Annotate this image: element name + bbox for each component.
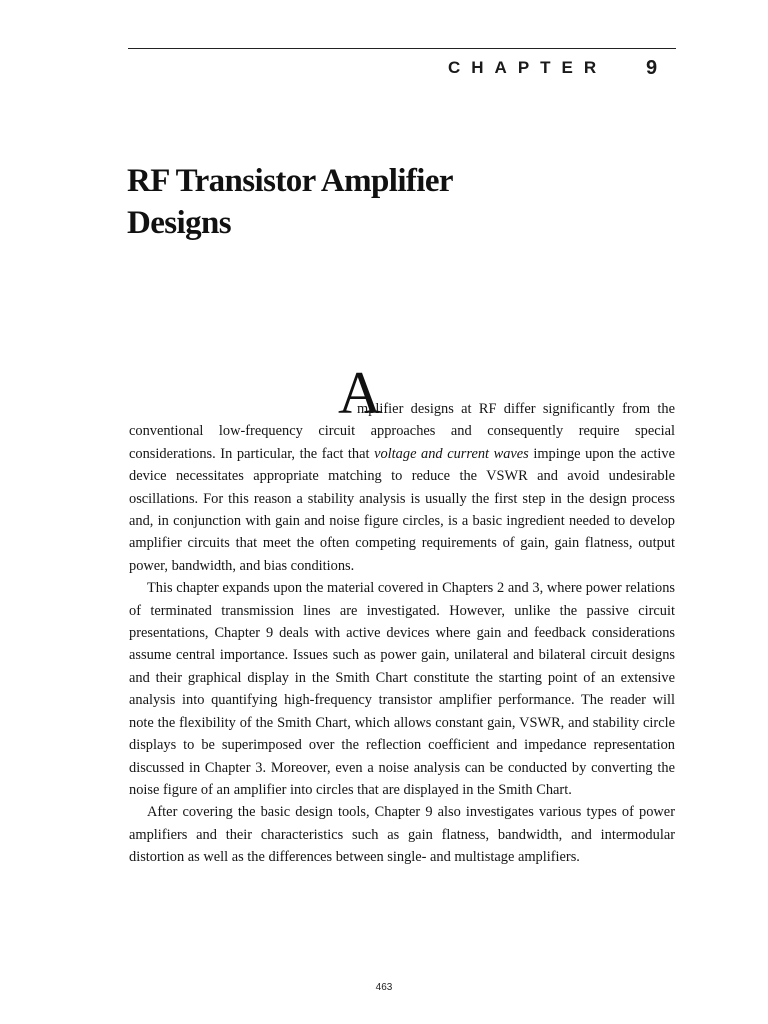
chapter-number: 9	[646, 57, 658, 79]
drop-cap: A	[338, 360, 382, 426]
paragraph-2: This chapter expands upon the material covered in Chapters 2 and 3, where power relations of terminated transmission lines are investigated. However, unlike the passive circuit presentations, Chapter 9 deals with active devices where gain and feedback considerations assume central importance. Issues such as power gain, unilateral and bilateral circuit designs and their graphical display in the Smith Chart constitute the starting point of an extensive analysis into quantifying high-frequency transistor amplifier performance. The reader will note the flexibility of the Smith Chart, which allows constant gain, VSWR, and stability circle displays to be superimposed over the reflection coefficient and impedance representation discussed in Chapter 3. Moreover, even a noise analysis can be conducted by converting the noise figure of an amplifier into circles that are displayed in the Smith Chart.	[129, 580, 675, 798]
paragraph-1-text-a: the conventional low-frequency circuit approaches and consequently require special considerations. In particular, the fact that	[129, 401, 675, 462]
header-rule	[128, 48, 676, 49]
paragraph-1-lead	[129, 360, 657, 426]
page-number: 463	[375, 982, 393, 993]
body-text	[129, 360, 675, 869]
chapter-title-line-2: Designs	[127, 205, 231, 241]
chapter-title-line-1: RF Transistor Amplifier	[127, 163, 453, 199]
paragraph-1-italic: voltage and current waves	[374, 445, 529, 462]
paragraph-1	[129, 360, 675, 577]
chapter-title	[127, 160, 647, 244]
paragraph-3: After covering the basic design tools, Chapter 9 also investigates various types of power amplifiers and their characteristics such as gain flatness, bandwidth, and intermodular distortion as well as the differences between single- and multistage amplifiers.	[129, 804, 675, 866]
chapter-label: CHAPTER	[448, 58, 608, 77]
paragraph-1-lead-text: mplifier designs at RF differ significantly from	[357, 401, 651, 417]
paragraph-1-text-b: impinge upon the active device necessitates appropriate matching to reduce the VSWR and avoid undesirable oscillations. For this reason a stability analysis is usually the first step in the design process and, in conjunction with gain and noise figure circles, is a basic ingredient needed to develop amplifier circuits that meet the often competing requirements of gain, gain flatness, output power, bandwidth, and bias conditions.	[129, 445, 675, 574]
